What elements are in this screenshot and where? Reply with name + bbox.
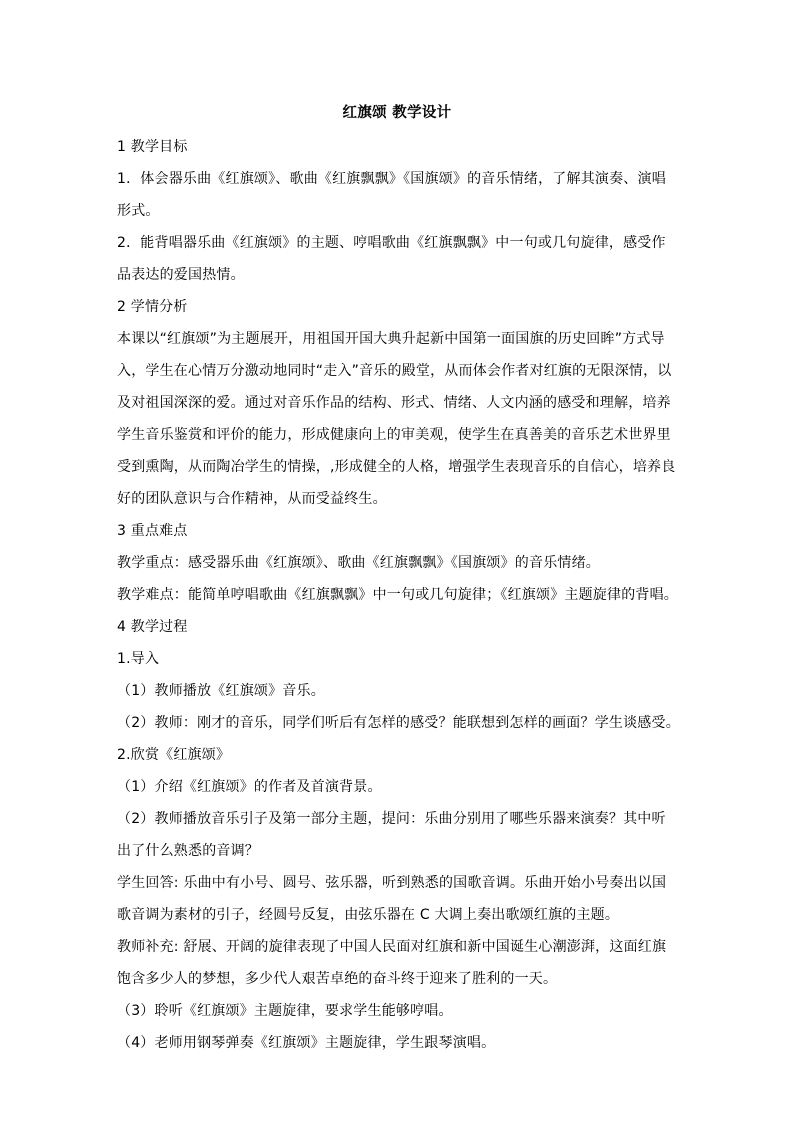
heading-teaching-process: 4 教学过程 xyxy=(117,619,188,635)
goal-item-1: 1．体会器乐曲《红旗颂》、歌曲《红旗飘飘》《国旗颂》的音乐情绪，了解其演奏、演唱形式。 xyxy=(117,171,666,219)
difficulty-text: 教学难点：能简单哼唱歌曲《红旗飘飘》中一句或几句旋律；《红旗颂》主题旋律的背唱。 xyxy=(117,587,678,603)
document-body xyxy=(117,131,680,1059)
appreciation-step-2: （2）教师播放音乐引子及第一部分主题，提问：乐曲分别用了哪些乐器来演奏？其中听出了什么熟悉的音调？ xyxy=(117,811,666,859)
heading-key-points: 3 重点难点 xyxy=(117,523,188,539)
teacher-supplement: 教师补充: 舒展、开阔的旋律表现了中国人民面对红旗和新中国诞生心潮澎湃，这面红旗饱含多少人的梦想，多少代人艰苦卓绝的奋斗终于迎来了胜利的一天。 xyxy=(117,939,667,987)
student-answer: 学生回答: 乐曲中有小号、圆号、弦乐器，听到熟悉的国歌音调。乐曲开始小号奏出以国歌音调为素材的引子，经圆号反复，由弦乐器在 C 大调上奏出歌颂红旗的主题。 xyxy=(117,875,667,923)
intro-step-2: （2）教师：刚才的音乐，同学们听后有怎样的感受？能联想到怎样的画面？学生谈感受。 xyxy=(117,715,680,731)
appreciation-step-3: （3）聆听《红旗颂》主题旋律，要求学生能够哼唱。 xyxy=(117,1003,453,1019)
section-intro: 1.导入 xyxy=(117,651,160,667)
heading-learning-analysis: 2 学情分析 xyxy=(117,299,188,315)
heading-teaching-goals: 1 教学目标 xyxy=(117,139,188,155)
key-point-text: 教学重点：感受器乐曲《红旗颂》、歌曲《红旗飘飘》《国旗颂》的音乐情绪。 xyxy=(117,555,600,571)
document-title: 红旗颂 教学设计 xyxy=(342,105,452,121)
intro-step-1: （1）教师播放《红旗颂》音乐。 xyxy=(117,683,325,699)
goal-item-2: 2．能背唱器乐曲《红旗颂》的主题、哼唱歌曲《红旗飘飘》中一句或几句旋律，感受作品表达的爱国热情。 xyxy=(117,235,666,283)
section-appreciation: 2.欣赏《红旗颂》 xyxy=(117,747,231,763)
appreciation-step-1: （1）介绍《红旗颂》的作者及首演背景。 xyxy=(117,779,382,795)
appreciation-step-4: （4）老师用钢琴弹奏《红旗颂》主题旋律，学生跟琴演唱。 xyxy=(117,1035,496,1051)
learning-analysis-text: 本课以“红旗颂”为主题展开，用祖国开国大典升起新中国第一面国旗的历史回眸”方式导入，学生在心情万分激动地同时“走入”音乐的殿堂，从而体会作者对红旗的无限深情，以及对祖国深深的爱。通过对音乐作品的结构、形式、情绪、人文内涵的感受和理解，培养学生音乐鉴赏和评价的能力，形成健康向上的审美观，使学生在真善美的音乐艺术世界里受到熏陶，从而陶冶学生的情操，,形成健全的人格，增强学生表现音乐的自信心，培养良好的团队意识与合作精神，从而受益终生。 xyxy=(117,331,676,507)
